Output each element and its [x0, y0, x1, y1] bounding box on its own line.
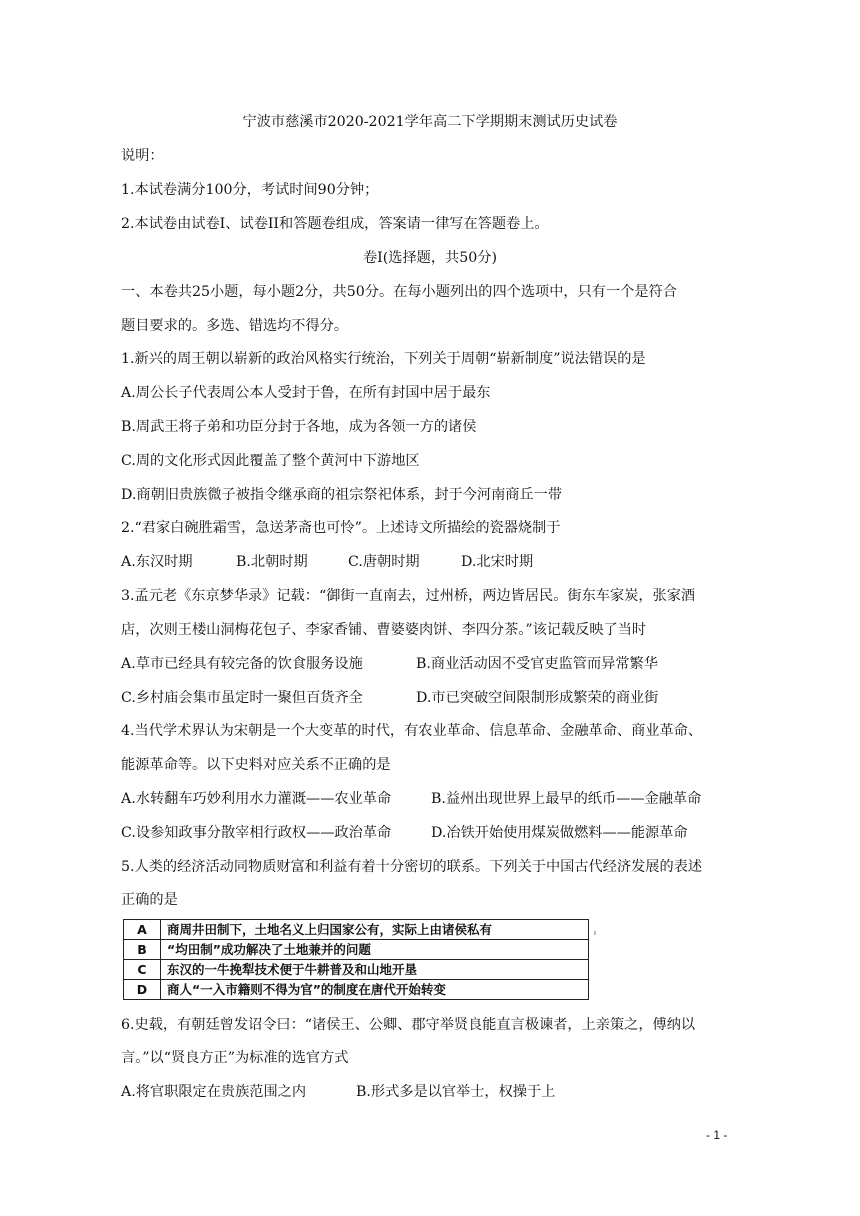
option-key: A: [124, 920, 161, 940]
question-3-options-row: [121, 688, 658, 708]
table-row: [124, 920, 589, 940]
section-description: 题目要求的。多选、错选均不得分。: [121, 318, 349, 334]
table-row: [124, 960, 589, 980]
question-4-options-row: [121, 789, 701, 809]
page-number: - 1 -: [706, 1128, 728, 1142]
option-text: 东汉的一牛挽犁技术便于牛耕普及和山地开垦: [161, 960, 589, 980]
question-6-stem: 言。”以“贤良方正”为标准的选官方式: [121, 1050, 349, 1066]
question-5-stem: 5.人类的经济活动同物质财富和利益有着十分密切的联系。下列关于中国古代经济发展的表述: [121, 859, 703, 875]
intro-item: 1.本试卷满分100分，考试时间90分钟；: [121, 182, 379, 198]
section-title: 卷I(选择题，共50分): [362, 250, 498, 266]
table-row: [124, 980, 589, 1000]
question-2-option-a: A.东汉时期: [121, 554, 193, 570]
question-3-stem: 店，次则王楼山洞梅花包子、李家香铺、曹婆婆肉饼、李四分茶。”该记载反映了当时: [121, 622, 647, 638]
question-4-option-a: A.水转翻车巧妙利用水力灌溉——农业革命: [121, 791, 392, 807]
option-key: D: [124, 980, 161, 1000]
question-4-option-b: B.益州出现世界上最早的纸币——金融革命: [431, 791, 702, 807]
question-4-stem: 4.当代学术界认为宋朝是一个大变革的时代，有农业革命、信息革命、金融革命、商业革命、: [121, 723, 703, 739]
question-3-stem: 3.孟元老《东京梦华录》记载：“御街一直南去，过州桥，两边皆居民。街东车家炭，张家酒: [121, 588, 696, 604]
option-key: C: [124, 960, 161, 980]
question-6-options-row: [121, 1082, 555, 1102]
question-6-option-b: B.形式多是以官举士，权操于上: [356, 1084, 556, 1100]
scan-mark: [594, 931, 596, 935]
question-2-option-b: B.北朝时期: [236, 554, 308, 570]
question-5-stem: 正确的是: [121, 892, 178, 908]
exam-title: 宁波市慈溪市2020-2021学年高二下学期期末测试历史试卷: [242, 114, 618, 130]
question-3-option-c: C.乡村庙会集市虽定时一聚但百货齐全: [121, 690, 363, 706]
question-2-option-d: D.北宋时期: [461, 554, 534, 570]
question-4-options-row: [121, 823, 688, 843]
question-1-option-b: B.周武王将子弟和功臣分封于各地，成为各领一方的诸侯: [121, 419, 477, 435]
option-text: “均田制”成功解决了土地兼并的问题: [161, 940, 589, 960]
question-3-option-d: D.市已突破空间限制形成繁荣的商业街: [416, 690, 659, 706]
intro-label: 说明：: [121, 148, 164, 164]
question-3-option-b: B.商业活动因不受官吏监管而异常繁华: [416, 656, 658, 672]
question-6-option-a: A.将官职限定在贵族范围之内: [121, 1084, 307, 1100]
question-3-options-row: [121, 654, 658, 674]
question-4-stem: 能源革命等。以下史料对应关系不正确的是: [121, 757, 391, 773]
question-2-stem: 2.“君家白碗胜霜雪，急送茅斋也可怜”。上述诗文所描绘的瓷器烧制于: [121, 520, 561, 536]
option-text: 商周井田制下，土地名义上归国家公有，实际上由诸侯私有: [161, 920, 589, 940]
question-1-stem: 1.新兴的周王朝以崭新的政治风格实行统治，下列关于周朝“崭新制度”说法错误的是: [121, 351, 646, 367]
question-4-option-c: C.设参知政事分散宰相行政权——政治革命: [121, 825, 392, 841]
question-6-stem: 6.史载，有朝廷曾发诏令曰：“诸侯王、公卿、郡守举贤良能直言极谏者，上亲策之，傅纳以: [121, 1017, 696, 1033]
table-row: [124, 940, 589, 960]
question-4-option-d: D.冶铁开始使用煤炭做燃料——能源革命: [431, 825, 688, 841]
question-2-option-c: C.唐朝时期: [348, 554, 420, 570]
section-description: 一、本卷共25小题，每小题2分，共50分。在每小题列出的四个选项中，只有一个是符合: [121, 284, 677, 300]
question-1-option-c: C.周的文化形式因此覆盖了整个黄河中下游地区: [121, 453, 420, 469]
question-5-options-table: [123, 919, 589, 1000]
intro-item: 2.本试卷由试卷I、试卷II和答题卷组成，答案请一律写在答题卷上。: [121, 216, 549, 232]
option-text: 商人“一入市籍则不得为官”的制度在唐代开始转变: [161, 980, 589, 1000]
question-3-option-a: A.草市已经具有较完备的饮食服务设施: [121, 656, 363, 672]
option-key: B: [124, 940, 161, 960]
question-2-options: [121, 552, 533, 572]
question-1-option-d: D.商朝旧贵族微子被指令继承商的祖宗祭祀体系，封于今河南商丘一带: [121, 487, 563, 503]
question-1-option-a: A.周公长子代表周公本人受封于鲁，在所有封国中居于最东: [121, 385, 491, 401]
